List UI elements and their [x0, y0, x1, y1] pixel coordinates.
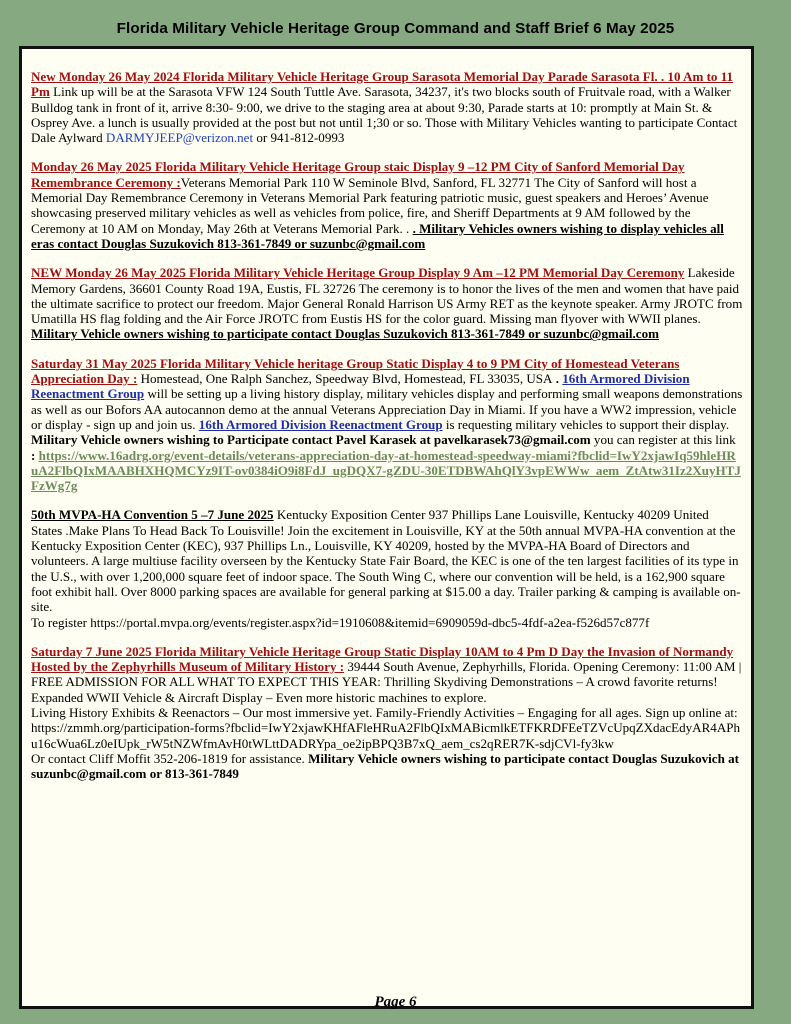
event-register: To register https://portal.mvpa.org/events/register.aspx?id=1910608&itemid=6909059d-dbc5-4fdf-a2ea-f526d57c877f [31, 614, 650, 630]
event-headline: NEW Monday 26 May 2025 Florida Military Vehicle Heritage Group Display 9 Am –12 PM Memorial Day Ceremony [31, 265, 685, 281]
event-contact: Military Vehicle owners wishing to Participate contact Pavel Karasek at pavelkarasek73@gmail.com [31, 432, 591, 448]
event-homestead-display [31, 356, 743, 494]
registration-link[interactable]: https://www.16adrg.org/event-details/veterans-appreciation-day-at-homestead-speedway-miami?fbclid=IwY2xjawIq59hleHRuA2FlbQIxMAABHXHQMCYz9IT-ov0384iO9i8FdJ_ugDQX7-gZDU-30ETDBWAhQlY3vpEWWw_aem_ZtAtw31Iz2XuyHTJFzWg7g [31, 447, 741, 494]
email-link[interactable]: DARMYJEEP@verizon.net [105, 130, 254, 146]
event-mvpa-convention [31, 507, 743, 629]
event-contact-plain: Or contact Cliff Moffit 352-206-1819 for assistance. [31, 750, 309, 766]
event-headline: 50th MVPA-HA Convention 5 –7 June 2025 [31, 507, 274, 523]
event-headline: New Monday 26 May 2024 Florida Military Vehicle Heritage Group Sarasota Memorial Day Parade Sarasota Fl. . 10 Am to 11 Pm [31, 69, 734, 100]
event-eustis-ceremony [31, 265, 743, 341]
event-headline: Saturday 7 June 2025 Florida Military Vehicle Heritage Group Static Display 10AM to 4 Pm D Day the Invasion of Normandy Hosted by the Zephyrhills Museum of Military History : [31, 643, 734, 675]
event-sarasota-parade [31, 69, 743, 145]
event-headline: Monday 26 May 2025 Florida Military Vehicle Heritage Group staic Display 9 –12 PM City of Sanford Memorial Day Remembrance Ceremony : [31, 159, 685, 190]
group-link[interactable]: 16th Armored Division Reenactment Group [31, 371, 690, 402]
event-body: will be setting up a living history display, military vehicles display and performing small weapons demonstrations as well as our Bofors AA autocannon demo at the annual Veterans Appreciation Day in Miami. If you have a WW2 impression, vehicle or display - sign up and join us. [31, 386, 743, 432]
event-body-line: Living History Exhibits & Reenactors – Our most immersive yet. Family-Friendly Activities – Engaging for all ages. Sign up online at: https://zmmh.org/participation-forms?fbclid=IwY2xjawKHfAFleHRuA2FlbQIxMABicmlkETFKRDFEeTZVcUpqZXdacEdyAR4APhu16cWua6Lz0eIUpk_rW5tNZWfmAvH0tWLttDADRYpa_oe2ipBPQ3B7xQ_aem_cs2qRER7K-sdjCVl-fy3kw [31, 704, 741, 751]
event-separator: . [552, 371, 563, 387]
event-contact: Military Vehicle owners wishing to participate contact Douglas Suzukovich at suzunbc@gmail.com or 813-361-7849 [31, 750, 739, 782]
event-register-text: you can register at this link [590, 432, 736, 448]
event-body: 39444 South Avenue, Zephyrhills, Florida. Opening Ceremony: 11:00 AM | FREE ADMISSION FOR ALL WHAT TO EXPECT THIS YEAR: Thrilling Skydiving Demonstrations – A crowd favorite returns! [31, 659, 742, 690]
event-sanford-display [31, 159, 743, 251]
event-body: is requesting military vehicles to support their display. [442, 416, 730, 432]
event-body: Homestead, One Ralph Sanchez, Speedway Blvd, Homestead, FL 33035, USA [137, 371, 553, 387]
event-body: Link up will be at the Sarasota VFW 124 South Tuttle Ave. Sarasota, 34237, it's two blocks south of Fruitvale road, with a Walker Bulldog tank in front of it, arrive 8:30- 9:00, we drive to the staging area at about 9:30, Parade starts at 10: promptly at Main St. & Osprey Ave. a lunch is usually provided at the post but not until 1;30 or so. Those with Military Vehicles wanting to participate Contact Dale Aylward [31, 84, 738, 146]
event-body: Veterans Memorial Park 110 W Seminole Blvd, Sanford, FL 32771 The City of Sanford will host a Memorial Day Remembrance Ceremony in Veterans Memorial Park featuring patriotic music, guest speakers and Heroes’ Avenue showcasing preserved military vehicles as well as vehicles from police, fire, and Sheriff Departments at 9 AM followed by the Ceremony at 10 AM on Monday, May 26th at Veterans Memorial Park. . [31, 174, 709, 236]
group-link[interactable]: 16th Armored Division Reenactment Group [198, 416, 443, 432]
page-header-title: Florida Military Vehicle Heritage Group Command and Staff Brief 6 May 2025 [116, 20, 675, 37]
event-body-line: Expanded WWII Vehicle & Aircraft Display – Even more historic machines to explore. [31, 689, 487, 705]
content-panel [19, 46, 754, 1009]
event-body: Lakeside Memory Gardens, 36601 County Road 19A, Eustis, FL 32726 The ceremony is to honor the lives of the men and women that have paid the ultimate sacrifice to protect our freedom. Major General Ronald Harrison US Army RET as the keynote speaker. Army JROTC from Umatilla HS flag folding and the Air Force JROTC from Eustis HS for the color guard. Missing man flyover with WWII planes. [31, 265, 743, 327]
event-zephyrhills-dday [31, 644, 743, 782]
event-headline: Saturday 31 May 2025 Florida Military Vehicle heritage Group Static Display 4 to 9 PM City of Homestead Veterans Appreciation Day : [31, 355, 680, 387]
event-contact: Military Vehicle owners wishing to participate contact Douglas Suzukovich 813-361-7849 or suzunbc@gmail.com [31, 326, 659, 342]
event-phone: or 941-812-0993 [253, 130, 345, 146]
event-body: Kentucky Exposition Center 937 Phillips Lane Louisville, Kentucky 40209 United States .Make Plans To Head Back To Louisville! Join the excitement in Louisville, KY at the 50th annual MVPA-HA convention at the Kentucky Exposition Center (KEC), 937 Phillips Ln., Louisville, KY 40209, hosted by the MVPA-HA Board of Directors and volunteers. A large multiuse facility overseen by the Kentucky State Fair Board, the KEC is one of the ten largest facilities of its type in the U.S., with over 1,200,000 square feet of indoor space. The South Wing C, where our convention will be held, is a 162,900 square foot exhibit hall. Over 8000 parking spaces are available for general parking at $15.00 a day. Trailer parking & camping is available on-site. [31, 507, 741, 615]
event-contact: . Military Vehicles owners wishing to display vehicles all eras contact Douglas Suzukovich 813-361-7849 or suzunbc@gmail.com [31, 220, 724, 251]
page-number: Page 6 [374, 994, 417, 1010]
event-register-colon: : [31, 447, 39, 463]
